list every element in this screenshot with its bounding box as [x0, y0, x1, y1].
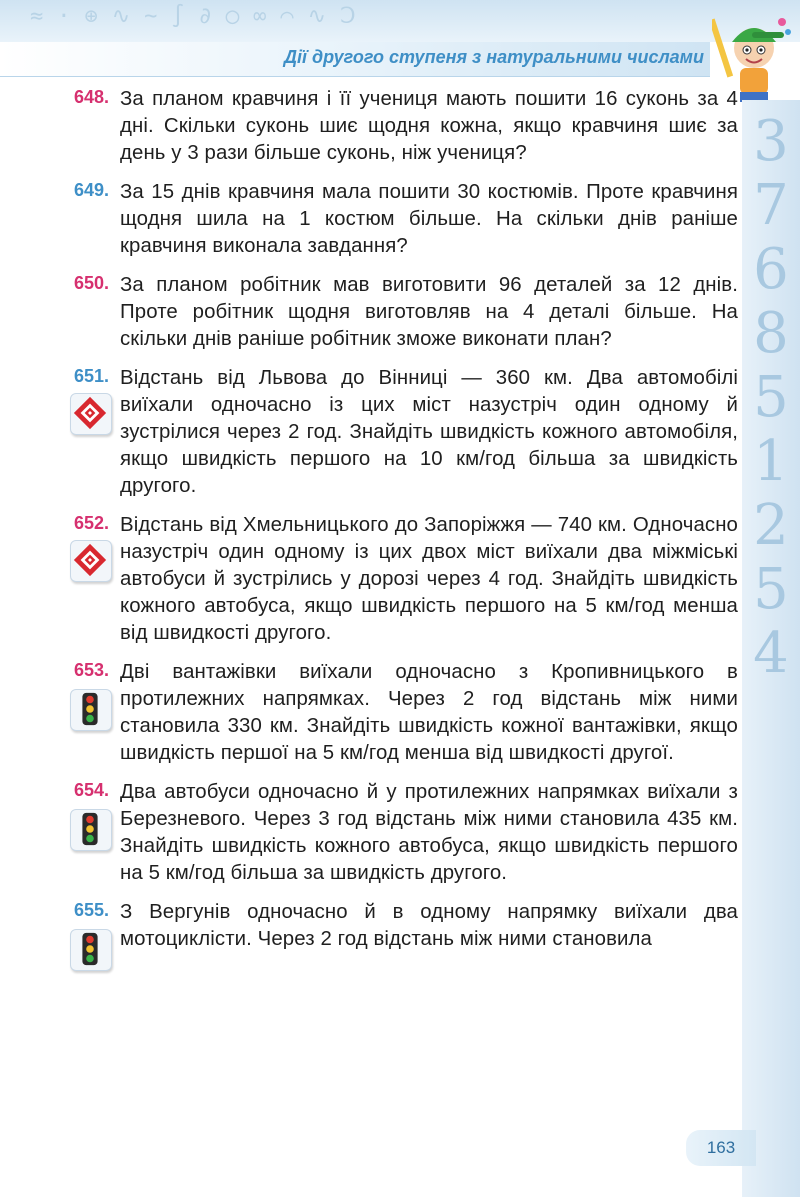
traffic-light-icon	[70, 689, 112, 731]
side-digit: 8	[753, 301, 789, 366]
side-digit: 7	[753, 173, 789, 238]
side-digit: 5	[753, 557, 789, 622]
traffic-light-icon	[70, 929, 112, 971]
problem-number: 648.	[74, 87, 110, 107]
problem-text: Два автобуси одночасно й у протилежних напрямках виїхали з Березневого. Через 3 год відстань між ними становила 435 км. Знайдіть швидкість кожного автобуса, якщо швидкість першого на 5 км/год більша за швидкість другого.	[120, 781, 738, 884]
problem-text: Відстань від Львова до Вінниці — 360 км. Два автомобілі виїхали одночасно із цих міст назустріч один одному й зустрілися через 2 год. Знайдіть швидкість кожного автомобіля, якщо швидкість першого на 10 км/год більша за швидкість другого.	[120, 367, 738, 497]
problem-number: 649.	[74, 180, 110, 200]
problem-item	[66, 86, 738, 167]
problem-text: Відстань від Хмельницького до Запоріжжя — 740 км. Одночасно назустріч один одному із цих двох міст виїхали два міжміські автобуси й зустрілись у дорозі через 4 год. Знайдіть швидкість кожного автобуса, якщо швидкість першого на 5 км/год менша від швидкості другого.	[120, 514, 738, 644]
problem-text: З Вергунів одночасно й в одному напрямку виїхали два мотоциклісти. Через 2 год відстань між ними становила	[120, 901, 738, 950]
problem-item	[66, 365, 738, 500]
problem-item	[66, 659, 738, 767]
problem-text: За планом кравчиня і її учениця мають пошити 16 суконь за 4 дні. Скільки суконь шиє щодня кожна, якщо кравчиня шиє за день у 3 рази більше суконь, ніж учениця?	[120, 88, 738, 164]
side-digit: 3	[753, 109, 789, 174]
problem-number: 651.	[74, 366, 110, 386]
top-decorative-band	[0, 0, 800, 42]
side-digit: 2	[753, 493, 789, 558]
problem-item	[66, 272, 738, 353]
side-digit: 4	[753, 621, 789, 686]
side-digit-decor	[742, 110, 800, 686]
problem-number: 652.	[74, 513, 110, 533]
side-digit: 1	[753, 429, 789, 494]
problem-text: За 15 днів кравчиня мала пошити 30 костюмів. Проте кравчиня щодня шила на 1 костюм більше. На скільки днів раніше кравчиня виконала завдання?	[120, 181, 738, 257]
problem-text: За планом робітник мав виготовити 96 деталей за 12 днів. Проте робітник щодня виготовляв на 4 деталі більше. На скільки днів раніше робітник зможе виконати план?	[120, 274, 738, 350]
ornament-icon	[70, 393, 112, 435]
problem-text: Дві вантажівки виїхали одночасно з Кропивницького в протилежних напрямках. Через 2 год відстань між ними становила 330 км. Знайдіть швидкість кожної вантажівки, якщо швидкість першої на 5 км/год менша від швидкості другої.	[120, 661, 738, 764]
page-number: 163	[686, 1130, 756, 1166]
problem-number: 655.	[74, 900, 110, 920]
problem-item	[66, 512, 738, 647]
problem-item	[66, 179, 738, 260]
page-title: Дії другого ступеня з натуральними числами	[284, 47, 704, 67]
problem-number: 653.	[74, 660, 110, 680]
right-decorative-column	[742, 100, 800, 1197]
side-digit: 6	[753, 237, 789, 302]
ornament-icon	[70, 540, 112, 582]
problem-item	[66, 899, 738, 953]
problem-number: 650.	[74, 273, 110, 293]
problem-list	[66, 86, 738, 965]
problem-item	[66, 779, 738, 887]
problem-number: 654.	[74, 780, 110, 800]
side-digit: 5	[753, 365, 789, 430]
top-math-doodles: ≈·⊕∿~∫∂◯∞⌒∿Ↄ	[30, 4, 370, 29]
traffic-light-icon	[70, 809, 112, 851]
